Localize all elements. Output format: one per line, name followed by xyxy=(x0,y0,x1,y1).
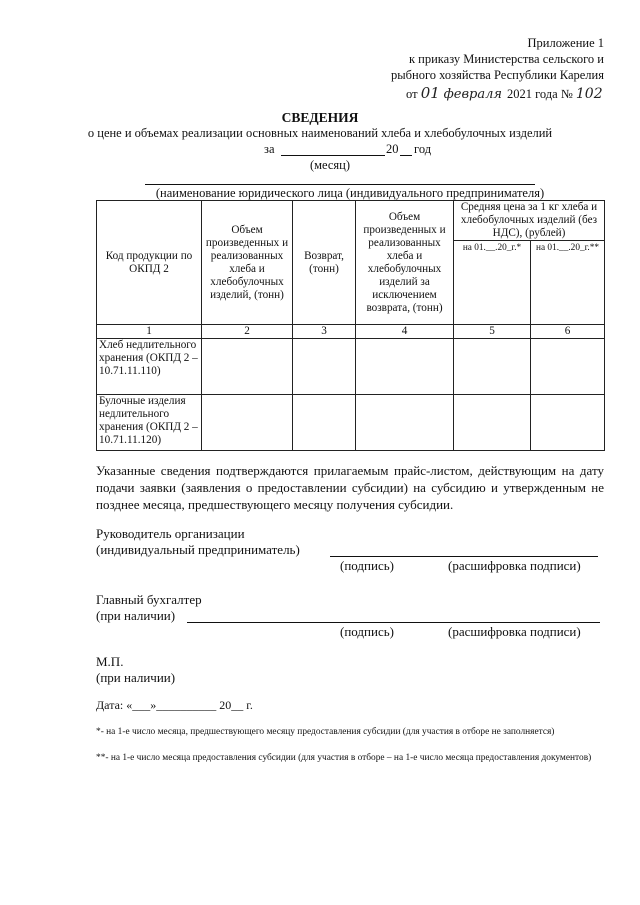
table-row xyxy=(97,395,605,451)
date-line: Дата: «___»__________ 20__ г. xyxy=(96,698,253,712)
document-title: СВЕДЕНИЯ xyxy=(281,110,359,125)
column-number: 3 xyxy=(293,325,356,339)
director-subtitle: (индивидуальный предприниматель) xyxy=(96,542,300,557)
ministry-line: рыбного хозяйства Республики Карелия xyxy=(391,68,604,82)
cell-empty[interactable] xyxy=(293,339,356,395)
header-price-sub1: на 01.__.20_г.* xyxy=(454,241,531,325)
director-decoding-caption: (расшифровка подписи) xyxy=(448,558,581,573)
document-subtitle: о цене и объемах реализации основных наименований хлеба и хлебобулочных изделий xyxy=(87,126,553,140)
footnote-1: *- на 1-е число месяца, предшествующего месяцу предоставления субсидии (для участия в отборе не заполняется) xyxy=(96,727,555,737)
cell-empty[interactable] xyxy=(454,339,531,395)
header-code: Код продукции по ОКПД 2 xyxy=(97,201,202,325)
column-number: 5 xyxy=(454,325,531,339)
header-net: Объем произведенных и реализованных хлеба и хлебобулочных изделий за исключением возврата, (тонн) xyxy=(356,201,454,325)
accountant-subtitle: (при наличии) xyxy=(96,608,176,623)
cell-empty[interactable] xyxy=(531,395,605,451)
period-suffix: год xyxy=(414,142,432,156)
director-title: Руководитель организации xyxy=(96,526,245,541)
accountant-signature-line xyxy=(187,622,600,623)
cell-empty[interactable] xyxy=(356,395,454,451)
stamp-note: (при наличии) xyxy=(96,670,176,685)
row-label-bread: Хлеб недлительного хранения (ОКПД 2 – 10.71.11.110) xyxy=(97,339,202,395)
handwritten-number: 102 xyxy=(575,86,603,102)
data-table xyxy=(96,200,605,451)
header-returns: Возврат, (тонн) xyxy=(293,201,356,325)
accountant-title: Главный бухгалтер xyxy=(96,592,202,607)
period-year-prefix: 20 xyxy=(386,142,399,156)
cell-empty[interactable] xyxy=(531,339,605,395)
date-prefix: от xyxy=(406,87,418,101)
footnote-2: **- на 1-е число месяца предоставления субсидии (для участия в отборе – на 1-е число месяца предоставления документов) xyxy=(96,753,592,763)
accountant-decoding-caption: (расшифровка подписи) xyxy=(448,624,581,639)
director-signature-caption: (подпись) xyxy=(340,558,394,573)
order-date-line xyxy=(406,84,603,102)
appendix-label: Приложение 1 xyxy=(527,36,604,50)
column-number: 4 xyxy=(356,325,454,339)
month-blank-line xyxy=(281,155,385,156)
month-caption: (месяц) xyxy=(309,158,351,172)
order-reference-line: к приказу Министерства сельского и xyxy=(408,52,604,66)
cell-empty[interactable] xyxy=(356,339,454,395)
entity-caption: (наименование юридического лица (индивидуального предпринимателя) xyxy=(155,186,545,200)
row-label-buns: Булочные изделия недлительного хранения (ОКПД 2 – 10.71.11.120) xyxy=(97,395,202,451)
cell-empty[interactable] xyxy=(202,339,293,395)
header-produced: Объем произведенных и реализованных хлеба и хлебобулочных изделий, (тонн) xyxy=(202,201,293,325)
period-prefix: за xyxy=(264,142,275,156)
entity-name-line xyxy=(145,184,535,185)
table-row xyxy=(97,339,605,395)
date-suffix: 2021 года xyxy=(506,87,558,101)
column-number: 2 xyxy=(202,325,293,339)
cell-empty[interactable] xyxy=(293,395,356,451)
confirmation-paragraph: Указанные сведения подтверждаются прилагаемым прайс-листом, действующим на дату подачи заявки (заявления о предоставлении субсидии) на субсидию и утвержденным не позднее месяца, предшествующего месяцу получения субсидии. xyxy=(96,463,604,512)
cell-empty[interactable] xyxy=(202,395,293,451)
header-price-sub2: на 01.__.20_г.** xyxy=(531,241,605,325)
number-prefix: № xyxy=(560,87,573,101)
column-number: 6 xyxy=(531,325,605,339)
handwritten-month: февраля xyxy=(443,87,503,102)
accountant-signature-caption: (подпись) xyxy=(340,624,394,639)
handwritten-day: 01 xyxy=(420,84,440,102)
header-price: Средняя цена за 1 кг хлеба и хлебобулочных изделий (без НДС), (рублей) xyxy=(454,201,605,241)
stamp-label: М.П. xyxy=(96,654,124,669)
director-signature-line xyxy=(330,556,598,557)
cell-empty[interactable] xyxy=(454,395,531,451)
column-number: 1 xyxy=(97,325,202,339)
year-blank-line xyxy=(400,155,412,156)
